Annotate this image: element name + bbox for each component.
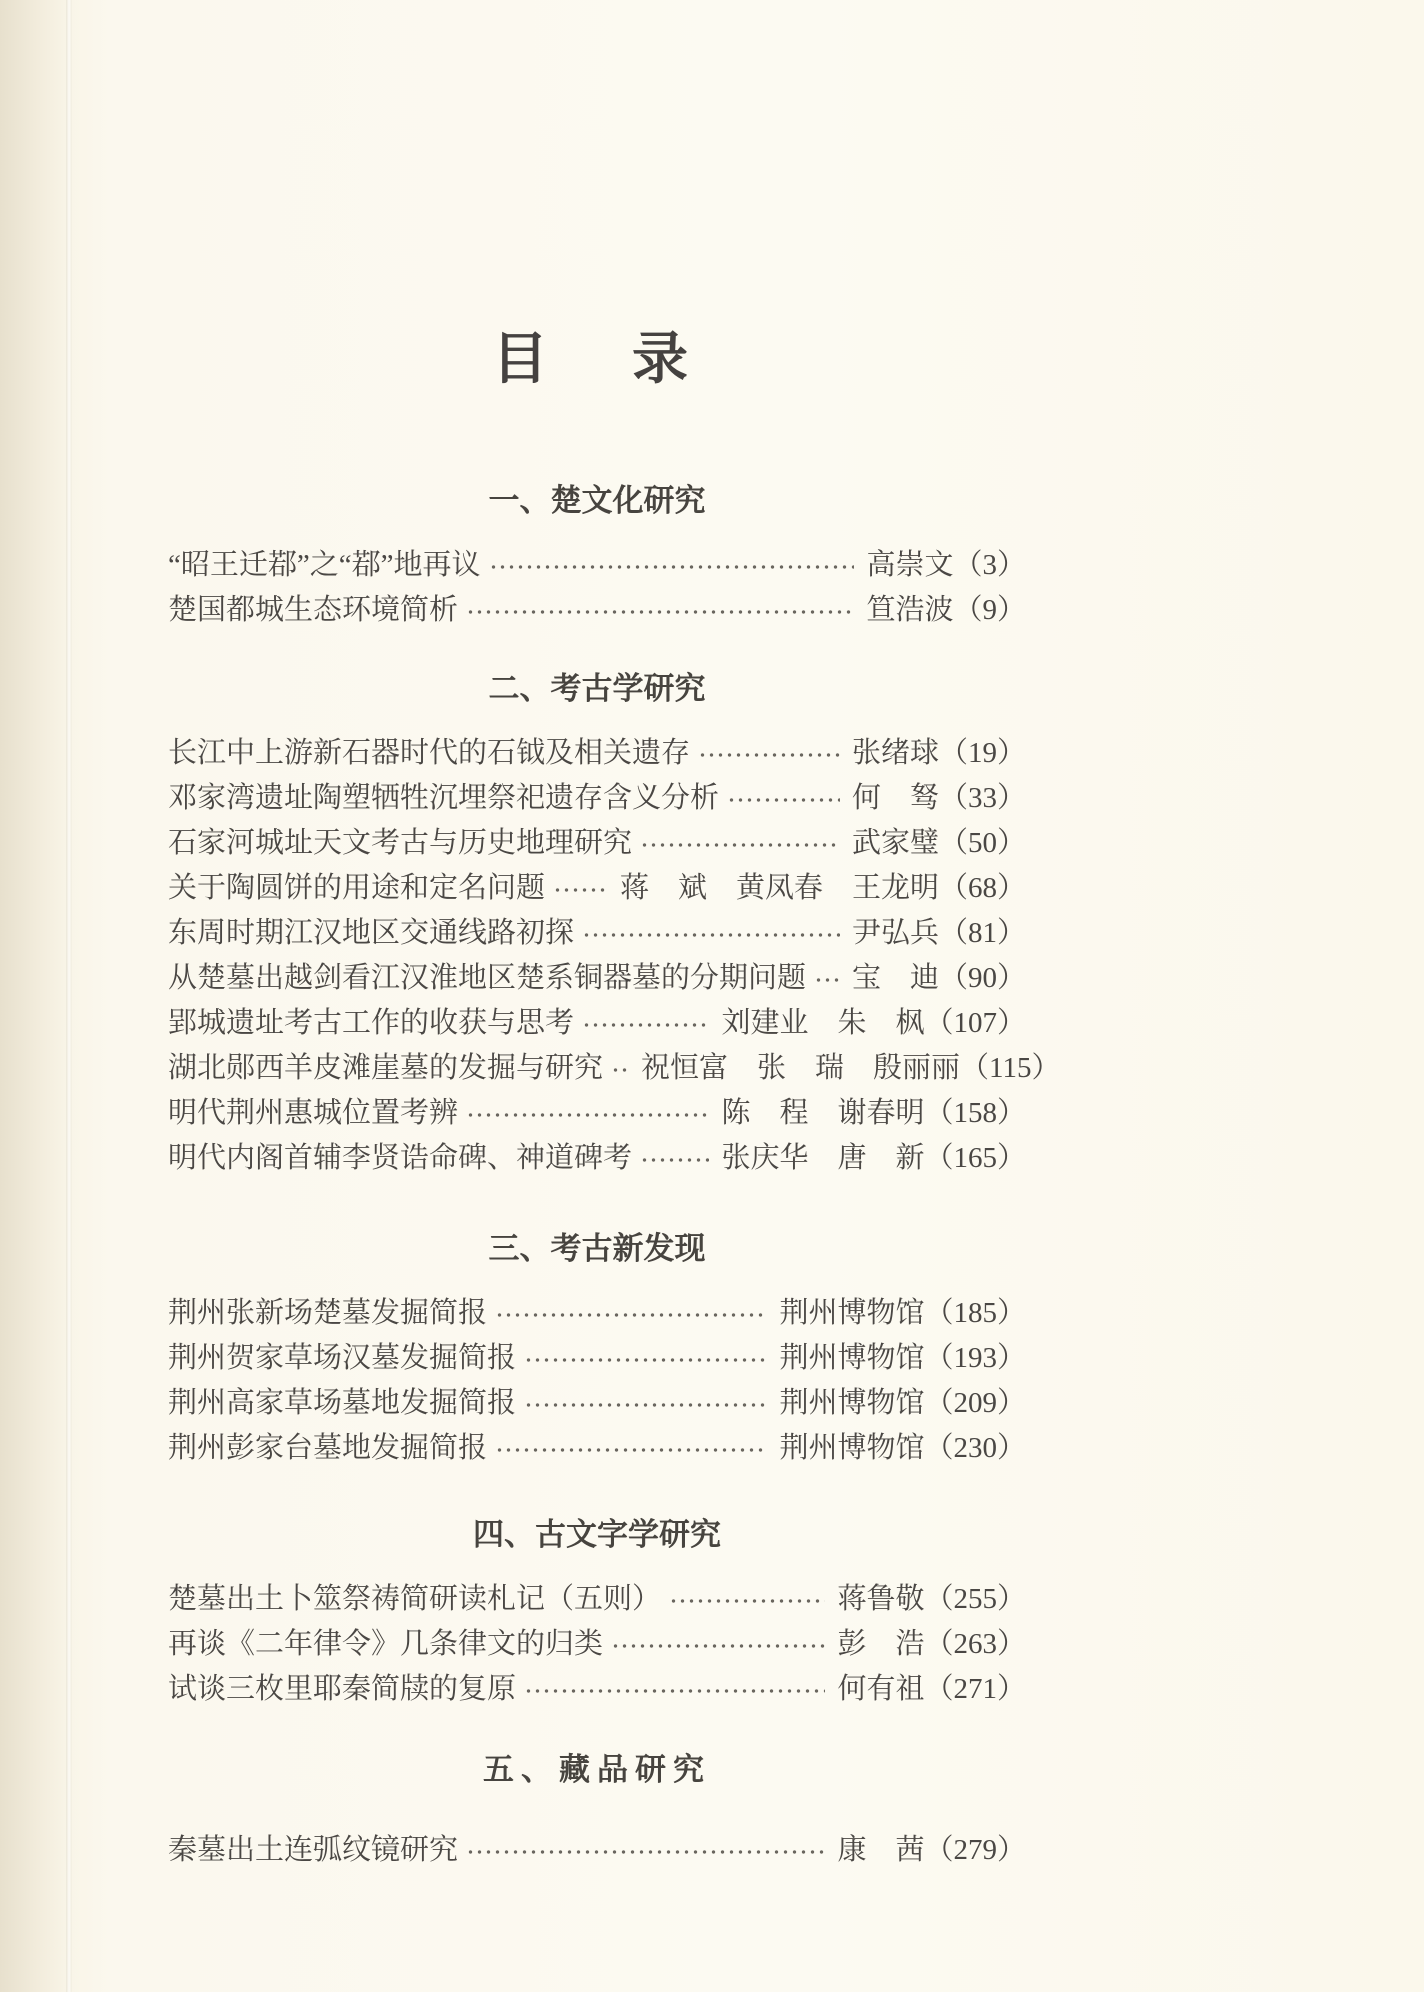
dot-leader <box>524 1686 825 1696</box>
toc-entry <box>168 1667 1026 1712</box>
entry-title: 从楚墓出越剑看江汉淮地区楚系铜器墓的分期问题 <box>168 962 807 994</box>
entry-title: 明代荆州惠城位置考辨 <box>168 1097 459 1129</box>
entry-page: （193） <box>924 1342 1026 1374</box>
toc-entry <box>168 1577 1026 1622</box>
entry-page: （19） <box>938 737 1026 769</box>
toc-entry <box>168 821 1026 866</box>
toc-entry <box>168 731 1026 776</box>
entry-page: （115） <box>960 1052 1061 1084</box>
dot-leader <box>582 930 840 940</box>
entry-list <box>168 731 1061 1181</box>
section-heading: 五、藏品研究 <box>483 1752 711 1787</box>
dot-leader <box>466 1110 709 1120</box>
entry-page: （3） <box>953 549 1026 581</box>
entry-page: （50） <box>938 827 1026 859</box>
toc-section <box>168 1517 1026 1712</box>
toc-section <box>168 483 1026 633</box>
dot-leader <box>698 750 840 760</box>
entry-authors: 笪浩波 <box>866 594 954 626</box>
entry-authors: 武家璧 <box>851 827 939 859</box>
toc-entry <box>168 911 1026 956</box>
toc-entry <box>168 776 1026 821</box>
entry-page: （90） <box>938 962 1026 994</box>
entry-authors: 陈 程 谢春明 <box>721 1097 925 1129</box>
entry-authors: 康 茜 <box>837 1834 925 1866</box>
entry-title: 再谈《二年律令》几条律文的归类 <box>168 1628 604 1660</box>
entry-title: 荆州贺家草场汉墓发掘简报 <box>168 1342 517 1374</box>
entry-authors: 高崇文 <box>866 549 954 581</box>
entry-title: 楚墓出土卜筮祭祷简研读札记（五则） <box>168 1583 662 1615</box>
entry-authors: 刘建业 朱 枫 <box>721 1007 925 1039</box>
entry-authors: 荆州博物馆 <box>779 1387 925 1419</box>
entry-authors: 荆州博物馆 <box>779 1297 925 1329</box>
entry-page: （81） <box>938 917 1026 949</box>
entry-title: 长江中上游新石器时代的石钺及相关遗存 <box>168 737 691 769</box>
entry-authors: 蒋 斌 黄凤春 王龙明 <box>619 872 939 904</box>
entry-authors: 何 驽 <box>851 782 939 814</box>
section-heading: 一、楚文化研究 <box>488 483 706 518</box>
entry-authors: 祝恒富 张 瑞 殷丽丽 <box>641 1052 961 1084</box>
toc-entry <box>168 1091 1026 1136</box>
entry-page: （271） <box>924 1673 1026 1705</box>
entry-title: 郢城遗址考古工作的收获与思考 <box>168 1007 575 1039</box>
toc-entry <box>168 1622 1026 1667</box>
dot-leader <box>669 1596 825 1606</box>
toc-section <box>168 1752 1026 1873</box>
toc-entry <box>168 543 1026 588</box>
entry-authors: 张庆华 唐 新 <box>721 1142 925 1174</box>
entry-page: （209） <box>924 1387 1026 1419</box>
entry-title: 荆州高家草场墓地发掘简报 <box>168 1387 517 1419</box>
entry-page: （158） <box>924 1097 1026 1129</box>
entry-page: （230） <box>924 1432 1026 1464</box>
toc-entry <box>168 1426 1026 1471</box>
entry-authors: 张绪球 <box>851 737 939 769</box>
dot-leader <box>611 1641 825 1651</box>
entry-title: “昭王迁鄀”之“鄀”地再议 <box>168 549 481 581</box>
entry-title: 邓家湾遗址陶塑牺牲沉埋祭祀遗存含义分析 <box>168 782 720 814</box>
entry-authors: 何有祖 <box>837 1673 925 1705</box>
toc-content <box>168 0 1061 1873</box>
entry-authors: 蒋鲁敬 <box>837 1583 925 1615</box>
section-heading: 四、古文字学研究 <box>473 1517 721 1552</box>
entry-list <box>168 1828 1026 1873</box>
entry-list <box>168 543 1026 633</box>
toc-entry <box>168 1336 1026 1381</box>
toc-entry <box>168 866 1026 911</box>
entry-title: 楚国都城生态环境简析 <box>168 594 459 626</box>
entry-title: 试谈三枚里耶秦简牍的复原 <box>168 1673 517 1705</box>
dot-leader <box>727 795 840 805</box>
toc-entry <box>168 1291 1026 1336</box>
toc-entry <box>168 1001 1026 1046</box>
entry-title: 秦墓出土连弧纹镜研究 <box>168 1834 459 1866</box>
section-heading: 三、考古新发现 <box>488 1231 706 1266</box>
entry-title: 明代内阁首辅李贤诰命碑、神道碑考 <box>168 1142 633 1174</box>
dot-leader <box>553 885 608 895</box>
entry-page: （279） <box>924 1834 1026 1866</box>
entry-title: 湖北郧西羊皮滩崖墓的发掘与研究 <box>168 1052 604 1084</box>
toc-entry <box>168 1046 1061 1091</box>
entry-authors: 荆州博物馆 <box>779 1342 925 1374</box>
entry-page: （33） <box>938 782 1026 814</box>
entry-page: （185） <box>924 1297 1026 1329</box>
toc-entry <box>168 1381 1026 1426</box>
dot-leader <box>466 1847 825 1857</box>
entry-list <box>168 1291 1026 1471</box>
entry-page: （255） <box>924 1583 1026 1615</box>
dot-leader <box>582 1020 709 1030</box>
section-heading: 二、考古学研究 <box>488 671 706 706</box>
toc-entry <box>168 956 1026 1001</box>
toc-entry <box>168 588 1026 633</box>
entry-page: （263） <box>924 1628 1026 1660</box>
entry-page: （9） <box>953 594 1026 626</box>
dot-leader <box>524 1400 767 1410</box>
entry-authors: 宝 迪 <box>851 962 939 994</box>
entry-authors: 荆州博物馆 <box>779 1432 925 1464</box>
dot-leader <box>640 1155 709 1165</box>
entry-title: 荆州张新场楚墓发掘简报 <box>168 1297 488 1329</box>
toc-section <box>168 1231 1026 1471</box>
toc-entry <box>168 1136 1026 1181</box>
entry-page: （107） <box>924 1007 1026 1039</box>
entry-authors: 尹弘兵 <box>851 917 939 949</box>
toc-section <box>168 671 1061 1181</box>
entry-title: 关于陶圆饼的用途和定名问题 <box>168 872 546 904</box>
dot-leader <box>495 1445 767 1455</box>
page-title: 目 录 <box>492 329 702 391</box>
dot-leader <box>489 562 855 572</box>
entry-title: 东周时期江汉地区交通线路初探 <box>168 917 575 949</box>
dot-leader <box>640 840 840 850</box>
dot-leader <box>611 1065 629 1075</box>
entry-page: （165） <box>924 1142 1026 1174</box>
entry-page: （68） <box>938 872 1026 904</box>
entry-title: 石家河城址天文考古与历史地理研究 <box>168 827 633 859</box>
dot-leader <box>495 1310 767 1320</box>
dot-leader <box>524 1355 767 1365</box>
entry-list <box>168 1577 1026 1712</box>
entry-authors: 彭 浩 <box>837 1628 925 1660</box>
page-crease <box>66 0 72 1992</box>
dot-leader <box>466 607 854 617</box>
dot-leader <box>814 975 840 985</box>
toc-entry <box>168 1828 1026 1873</box>
entry-title: 荆州彭家台墓地发掘简报 <box>168 1432 488 1464</box>
